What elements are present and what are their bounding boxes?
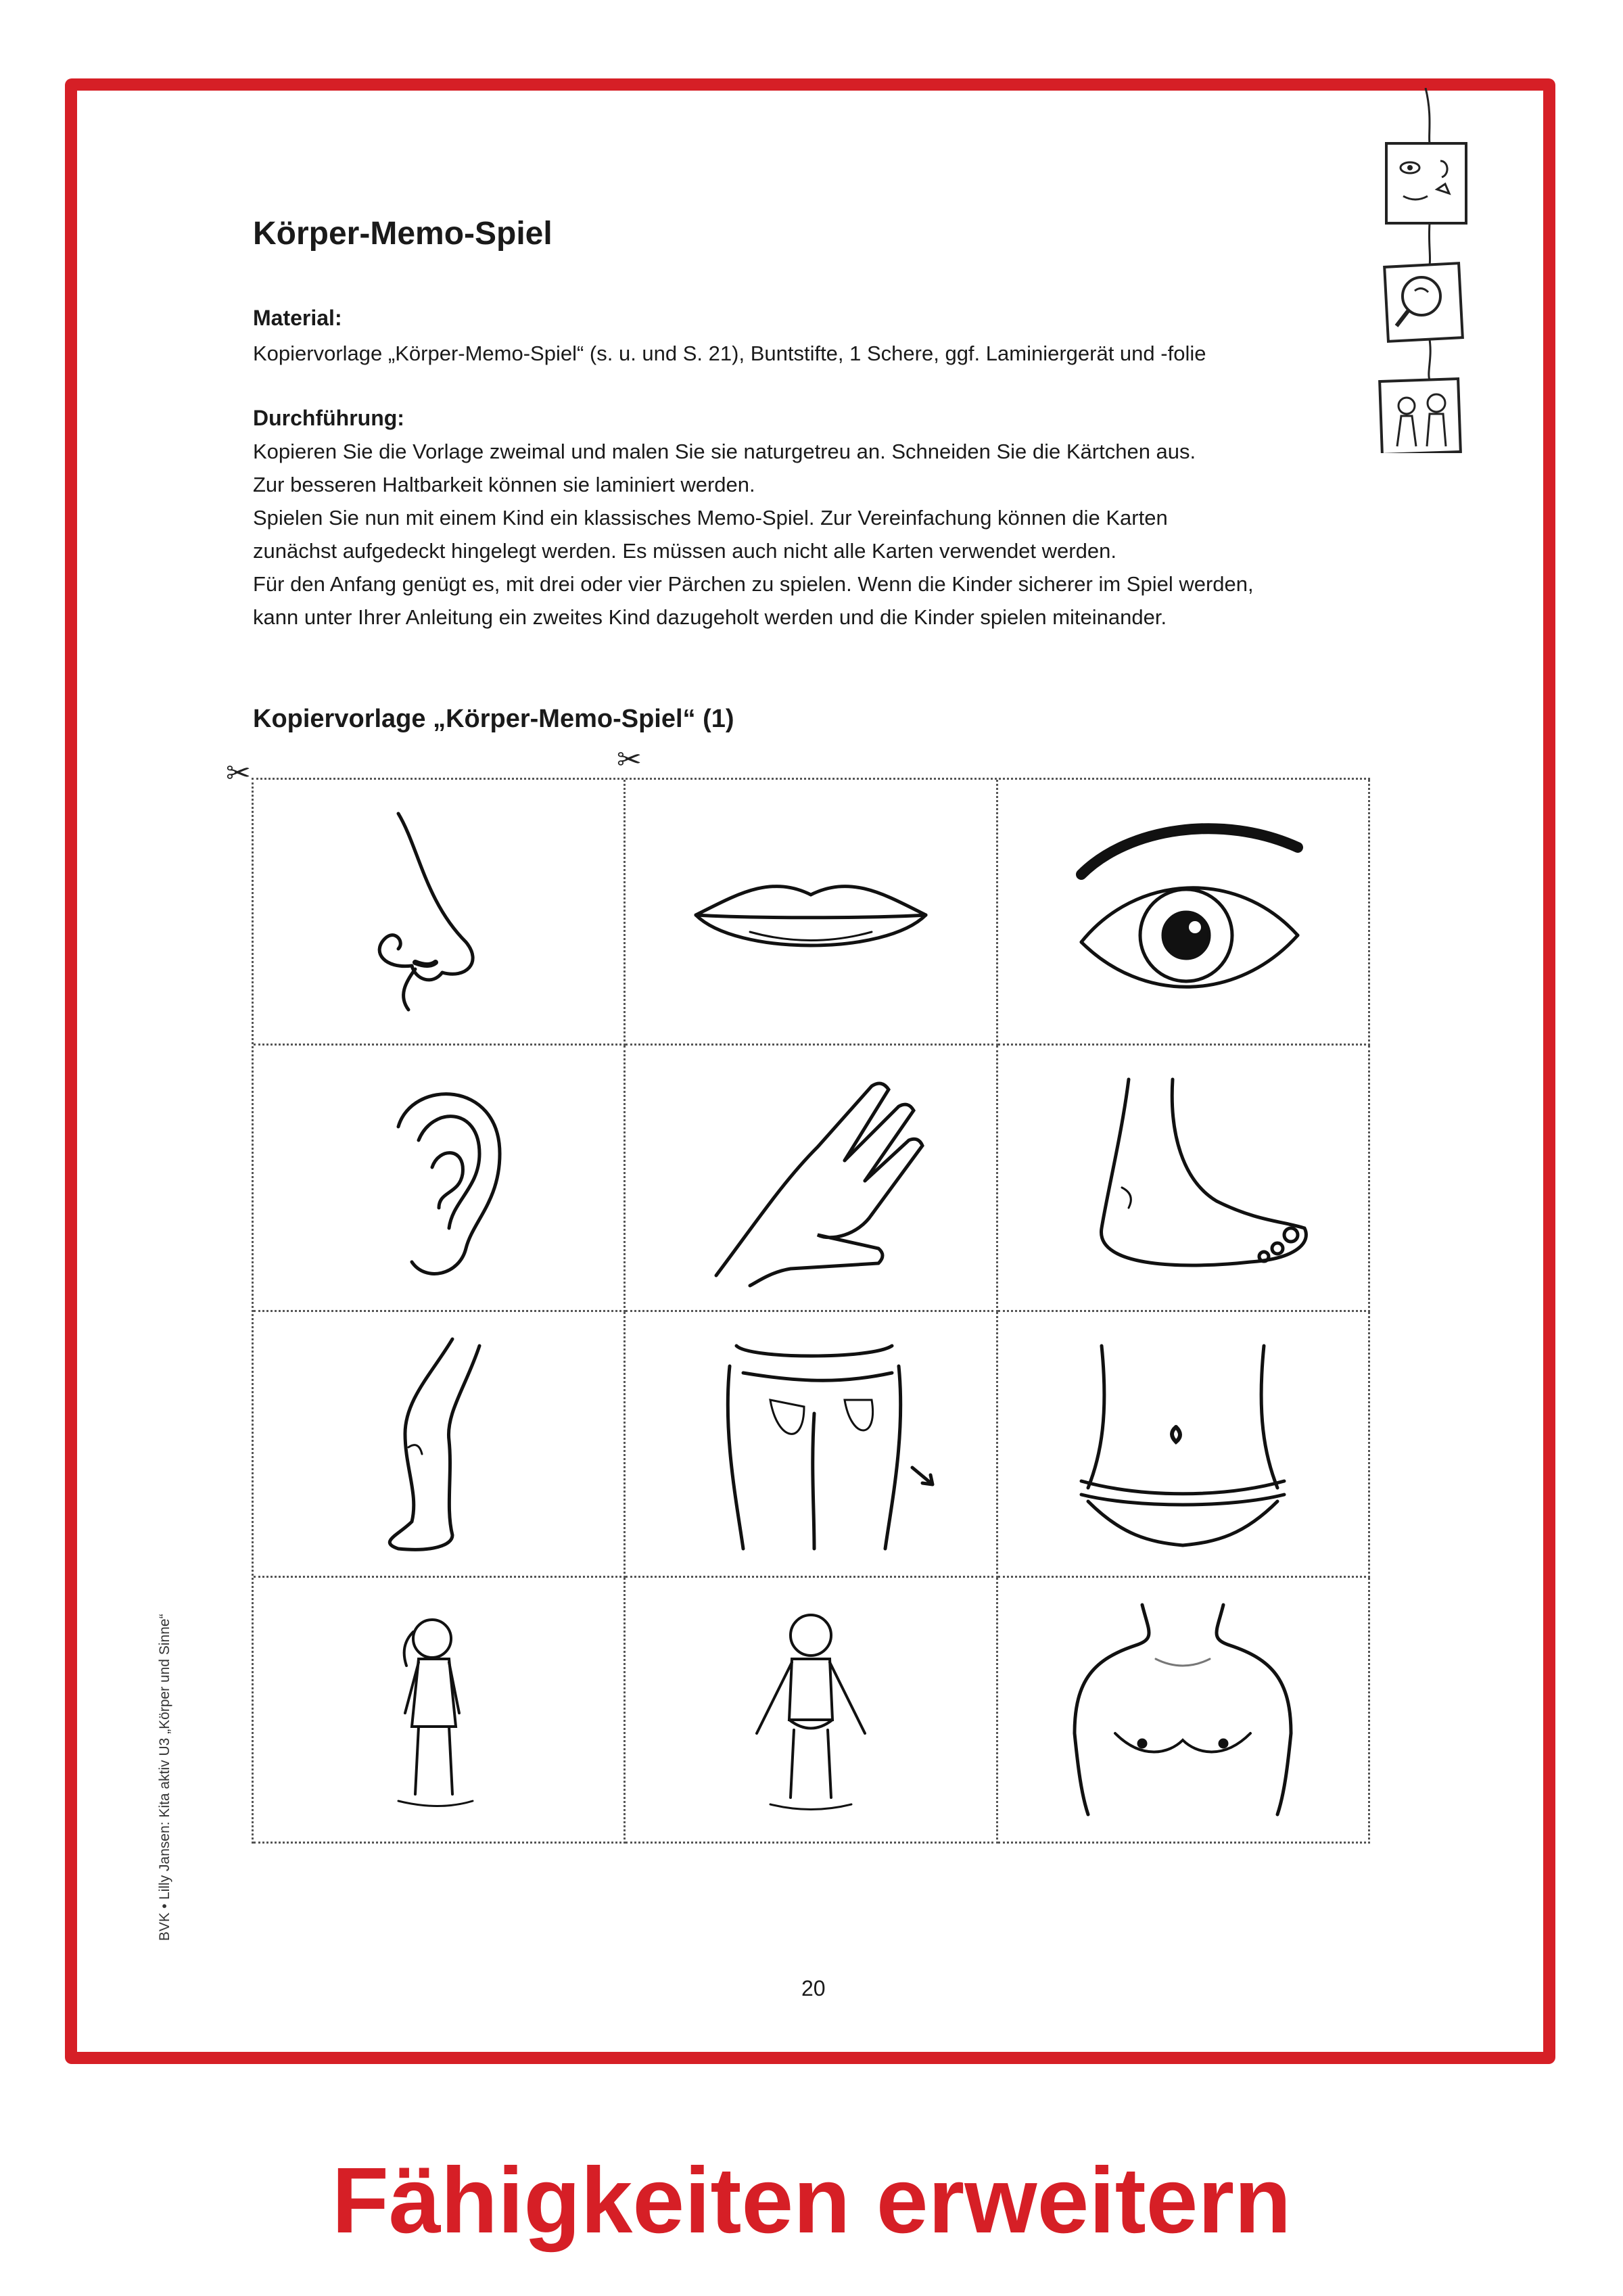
memo-card-mouth: [626, 780, 997, 1046]
memo-card-boy: [626, 1578, 997, 1844]
memo-card-chest: [998, 1578, 1370, 1844]
material-heading: Material:: [253, 306, 342, 330]
ear-illustration: [297, 1066, 581, 1289]
memo-card-eye: [998, 780, 1370, 1046]
memo-card-ear: [254, 1046, 626, 1311]
page-number: 20: [801, 1976, 826, 2000]
magnifier-icon: [1384, 263, 1463, 342]
material-line: Kopiervorlage „Körper-Memo-Spiel“ (s. u. und S. 21), Buntstifte, 1 Schere, ggf. Laminiergerät und -folie: [253, 342, 1206, 365]
memo-card-leg: [254, 1312, 626, 1578]
scissors-icon: ✂: [617, 743, 642, 776]
material-text: [253, 337, 1389, 370]
memo-card-grid: [252, 778, 1370, 1844]
memo-card-hand: [626, 1046, 997, 1311]
chest-illustration: [1041, 1598, 1325, 1821]
procedure-heading: Durchführung:: [253, 406, 404, 430]
memo-card-bottom: [626, 1312, 997, 1578]
leg-illustration: [297, 1332, 581, 1555]
icon-chain: [1366, 88, 1467, 453]
memo-card-belly-button: [998, 1312, 1370, 1578]
memo-card-girl: [254, 1578, 626, 1844]
children-icon: [1380, 379, 1461, 453]
bottom-illustration: [669, 1332, 953, 1555]
nose-illustration: [297, 800, 581, 1023]
mouth-illustration: [669, 800, 953, 1023]
procedure-line: kann unter Ihrer Anleitung ein zweites Kind dazugeholt werden und die Kinder spielen miteinander.: [253, 605, 1167, 629]
procedure-line: Für den Anfang genügt es, mit drei oder vier Pärchen zu spielen. Wenn die Kinder sicherer im Spiel werden,: [253, 572, 1254, 596]
side-credit: BVK • Lilly Jansen: Kita aktiv U3 „Körper und Sinne“: [157, 1614, 172, 1941]
procedure-text: [253, 435, 1389, 634]
scissors-icon: ✂: [226, 757, 251, 790]
boy-illustration: [669, 1598, 953, 1821]
procedure-line: Spielen Sie nun mit einem Kind ein klassisches Memo-Spiel. Zur Vereinfachung können die Karten: [253, 506, 1168, 530]
memo-card-foot: [998, 1046, 1370, 1311]
foot-illustration: [1041, 1066, 1325, 1289]
girl-illustration: [297, 1598, 581, 1821]
procedure-line: Zur besseren Haltbarkeit können sie laminiert werden.: [253, 473, 755, 496]
belly-button-illustration: [1041, 1332, 1325, 1555]
template-heading: Kopiervorlage „Körper-Memo-Spiel“ (1): [253, 705, 734, 733]
face-senses-icon: [1386, 143, 1466, 223]
footer-banner: Fähigkeiten erweitern: [331, 2149, 1292, 2253]
procedure-line: zunächst aufgedeckt hingelegt werden. Es müssen auch nicht alle Karten verwendet werden.: [253, 539, 1116, 563]
procedure-line: Kopieren Sie die Vorlage zweimal und malen Sie sie naturgetreu an. Schneiden Sie die Kärtchen aus.: [253, 440, 1196, 463]
page-title: Körper-Memo-Spiel: [253, 216, 552, 252]
memo-card-nose: [254, 780, 626, 1046]
eye-illustration: [1041, 800, 1325, 1023]
hand-illustration: [669, 1066, 953, 1289]
